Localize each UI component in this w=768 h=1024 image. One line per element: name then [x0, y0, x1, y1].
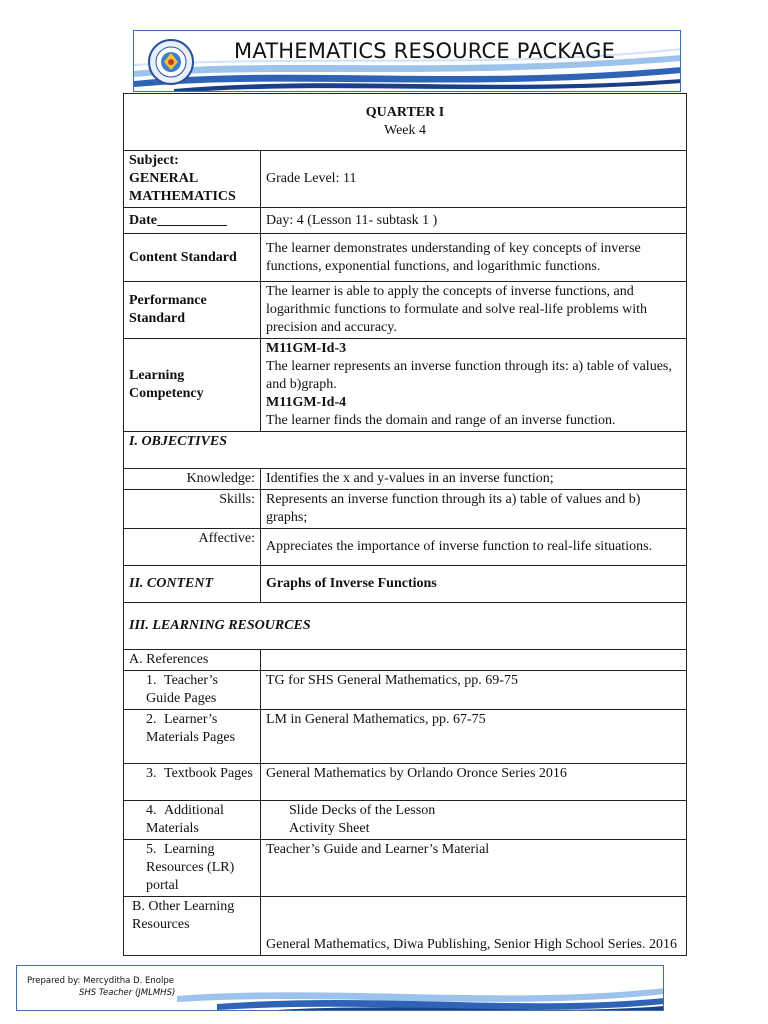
resource-label-5 — [124, 840, 261, 897]
subject-name-line-1: GENERAL — [129, 171, 199, 186]
performance-standard-label: Performance Standard — [124, 282, 261, 339]
page-title: MATHEMATICS RESOURCE PACKAGE — [234, 39, 616, 63]
footer-banner — [16, 965, 664, 1011]
resource-value-4-line-1: Slide Decks of the Lesson — [289, 803, 436, 818]
resource-num-5: 5. — [146, 842, 157, 857]
resource-label-2 — [124, 710, 261, 764]
skills-label: Skills: — [124, 490, 261, 529]
resource-label-text-5: Learning Resources (LR) portal — [146, 842, 235, 893]
performance-standard-row — [124, 282, 687, 339]
learning-competency-row — [124, 339, 687, 432]
other-resources-value: General Mathematics, Diwa Publishing, Senior High School Series. 2016 — [261, 897, 687, 956]
skills-row — [124, 490, 687, 529]
content-heading: II. CONTENT — [124, 566, 261, 603]
resource-value-5: Teacher’s Guide and Learner’s Material — [261, 840, 687, 897]
resource-value-4-line-2: Activity Sheet — [289, 821, 370, 836]
quarter-cell — [124, 94, 687, 151]
objectives-heading: I. OBJECTIVES — [124, 432, 687, 469]
header-banner — [133, 30, 681, 92]
day-value: Day: 4 (Lesson 11- subtask 1 ) — [261, 208, 687, 234]
knowledge-row — [124, 469, 687, 490]
resource-row-3 — [124, 764, 687, 801]
resource-value-1: TG for SHS General Mathematics, pp. 69-75 — [261, 671, 687, 710]
resource-row-2 — [124, 710, 687, 764]
resource-num-4: 4. — [146, 803, 157, 818]
skills-value: Represents an inverse function through its a) table of values and b) graphs; — [261, 490, 687, 529]
resource-label-3 — [124, 764, 261, 801]
affective-value: Appreciates the importance of inverse function to real-life situations. — [261, 529, 687, 566]
content-value: Graphs of Inverse Functions — [261, 566, 687, 603]
resource-num-2: 2. — [146, 712, 157, 727]
learning-competency-label: Learning Competency — [124, 339, 261, 432]
quarter-row — [124, 94, 687, 151]
resource-num-1: 1. — [146, 673, 157, 688]
competency-code-2: M11GM-Id-4 — [266, 395, 347, 410]
resources-heading: III. LEARNING RESOURCES — [124, 603, 687, 650]
content-standard-row — [124, 234, 687, 282]
resource-value-4 — [261, 801, 687, 840]
date-label: Date__________ — [124, 208, 261, 234]
resource-num-3: 3. — [146, 766, 157, 781]
other-resources-label: B. Other Learning Resources — [124, 897, 261, 956]
subject-name-line-2: MATHEMATICS — [129, 189, 236, 204]
resource-label-text-4: Additional Materials — [146, 803, 224, 836]
affective-label: Affective: — [124, 529, 261, 566]
references-value — [261, 650, 687, 671]
knowledge-value: Identifies the x and y-values in an inverse function; — [261, 469, 687, 490]
deped-seal-icon — [148, 39, 194, 85]
resources-heading-row — [124, 603, 687, 650]
learning-competency-cell — [261, 339, 687, 432]
grade-level: Grade Level: 11 — [261, 151, 687, 208]
content-standard-value: The learner demonstrates understanding of key concepts of inverse functions, exponential functions, and logarithmic functions. — [261, 234, 687, 282]
resource-value-3: General Mathematics by Orlando Oronce Series 2016 — [261, 764, 687, 801]
teacher-role: SHS Teacher (JMLMHS) — [79, 988, 176, 998]
resource-label-text-2: Learner’s Materials Pages — [146, 712, 236, 745]
week-label: Week 4 — [383, 123, 427, 138]
resource-row-1 — [124, 671, 687, 710]
subject-label: Subject: — [129, 153, 179, 168]
references-row — [124, 650, 687, 671]
competency-text-1: The learner represents an inverse function through its: a) table of values, and b)graph. — [266, 359, 672, 392]
performance-standard-value: The learner is able to apply the concepts of inverse functions, and logarithmic functions to formulate and solve real-life problems with precision and accuracy. — [261, 282, 687, 339]
knowledge-label: Knowledge: — [124, 469, 261, 490]
objectives-heading-row — [124, 432, 687, 469]
resource-label-text-1: Teacher’s Guide Pages — [146, 673, 218, 706]
prepared-by: Prepared by: Mercyditha D. Enolpe — [27, 976, 174, 986]
content-row — [124, 566, 687, 603]
competency-text-2: The learner finds the domain and range of an inverse function. — [266, 413, 616, 428]
resource-label-4 — [124, 801, 261, 840]
competency-code-1: M11GM-Id-3 — [266, 341, 347, 356]
affective-row — [124, 529, 687, 566]
subject-row — [124, 151, 687, 208]
references-label: A. References — [124, 650, 261, 671]
resource-row-5 — [124, 840, 687, 897]
resource-value-2: LM in General Mathematics, pp. 67-75 — [261, 710, 687, 764]
content-standard-label: Content Standard — [124, 234, 261, 282]
resource-row-4 — [124, 801, 687, 840]
quarter-label: QUARTER I — [365, 105, 445, 120]
date-row — [124, 208, 687, 234]
other-resources-row — [124, 897, 687, 956]
resource-label-text-3: Textbook Pages — [164, 766, 253, 781]
subject-label-cell — [124, 151, 261, 208]
lesson-plan-table — [123, 93, 687, 956]
resource-label-1 — [124, 671, 261, 710]
